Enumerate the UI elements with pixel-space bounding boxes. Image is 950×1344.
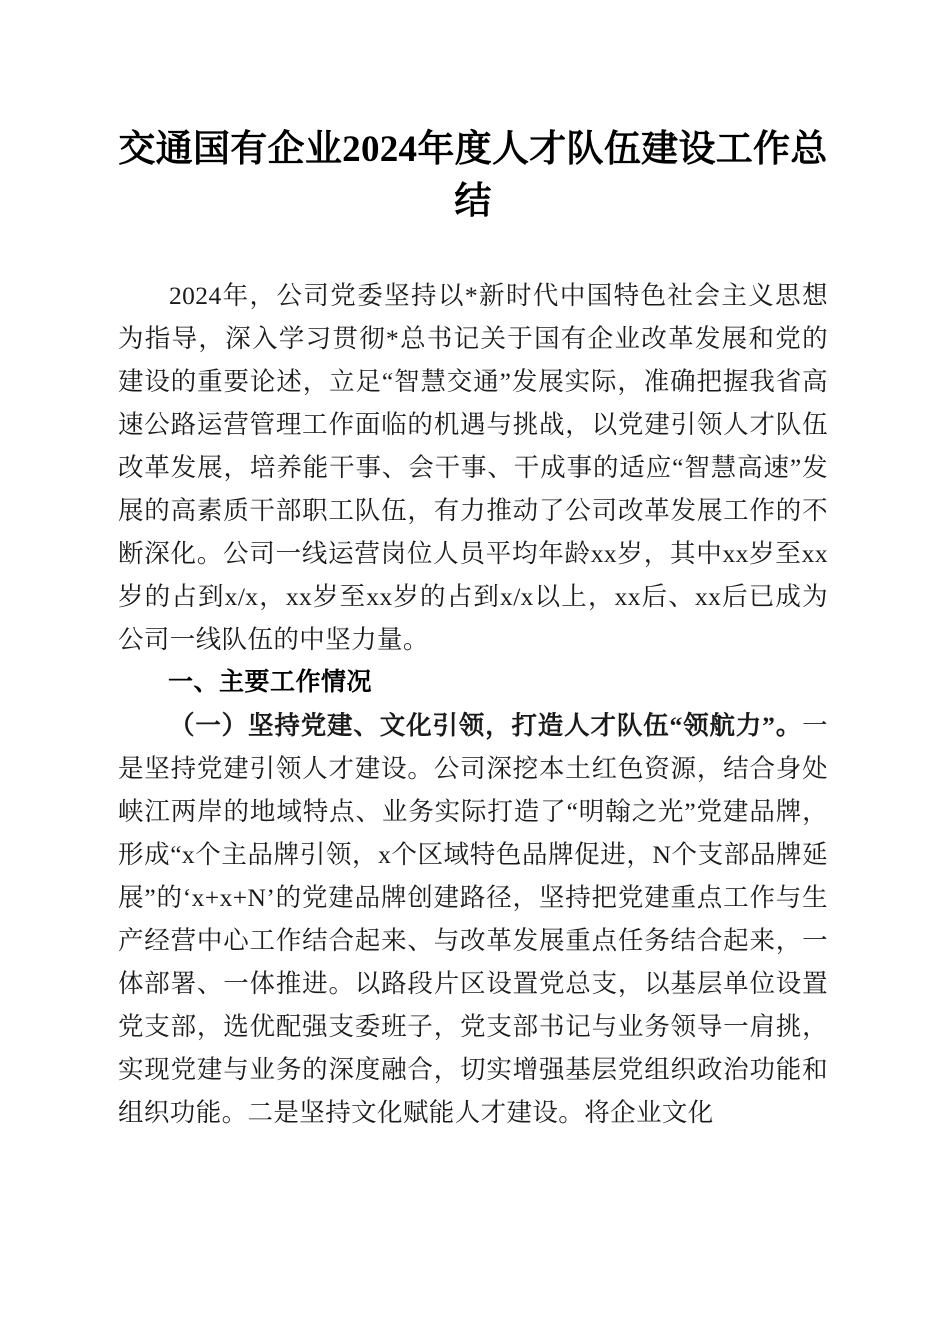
document-content: [118, 0, 828, 1134]
section-heading-main-work: 一、主要工作情况: [168, 668, 373, 696]
paragraph-party-building-text: 一是坚持党建引领人才建设。公司深挖本土红色资源，结合身处峡江两岸的地域特点、业务实际打造了“明翰之光”党建品牌，形成“x个主品牌引领，x个区域特色品牌促进，N个支部品牌延展”的‘x+x+N’的党建品牌创建路径，坚持把党建重点工作与生产经营中心工作结合起来、与改革发展重点任务结合起来，一体部署、一体推进。以路段片区设置党总支，以基层单位设置党支部，选优配强支委班子，党支部书记与业务领导一肩挑，实现党建与业务的深度融合，切实增强基层党组织政治功能和组织功能。二是坚持文化赋能人才建设。将企业文化: [118, 711, 828, 1127]
page-title: 交通国有企业2024年度人才队伍建设工作总结: [118, 129, 828, 222]
paragraph-party-building: [118, 704, 828, 1134]
subsection-heading-party-culture-leadership: （一）坚持党建、文化引领，打造人才队伍“领航力”。: [169, 711, 803, 740]
paragraph-overview: 2024年，公司党委坚持以*新时代中国特色社会主义思想为指导，深入学习贯彻*总书记关于国有企业改革发展和党的建设的重要论述，立足“智慧交通”发展实际，准确把握我省高速公路运营管理工作面临的机遇与挑战，以党建引领人才队伍改革发展，培养能干事、会干事、干成事的适应“智慧高速”发展的高素质干部职工队伍，有力推动了公司改革发展工作的不断深化。公司一线运营岗位人员平均年龄xx岁，其中xx岁至xx岁的占到x/x，xx岁至xx岁的占到x/x以上，xx后、xx后已成为公司一线队伍的中坚力量。: [118, 281, 828, 654]
